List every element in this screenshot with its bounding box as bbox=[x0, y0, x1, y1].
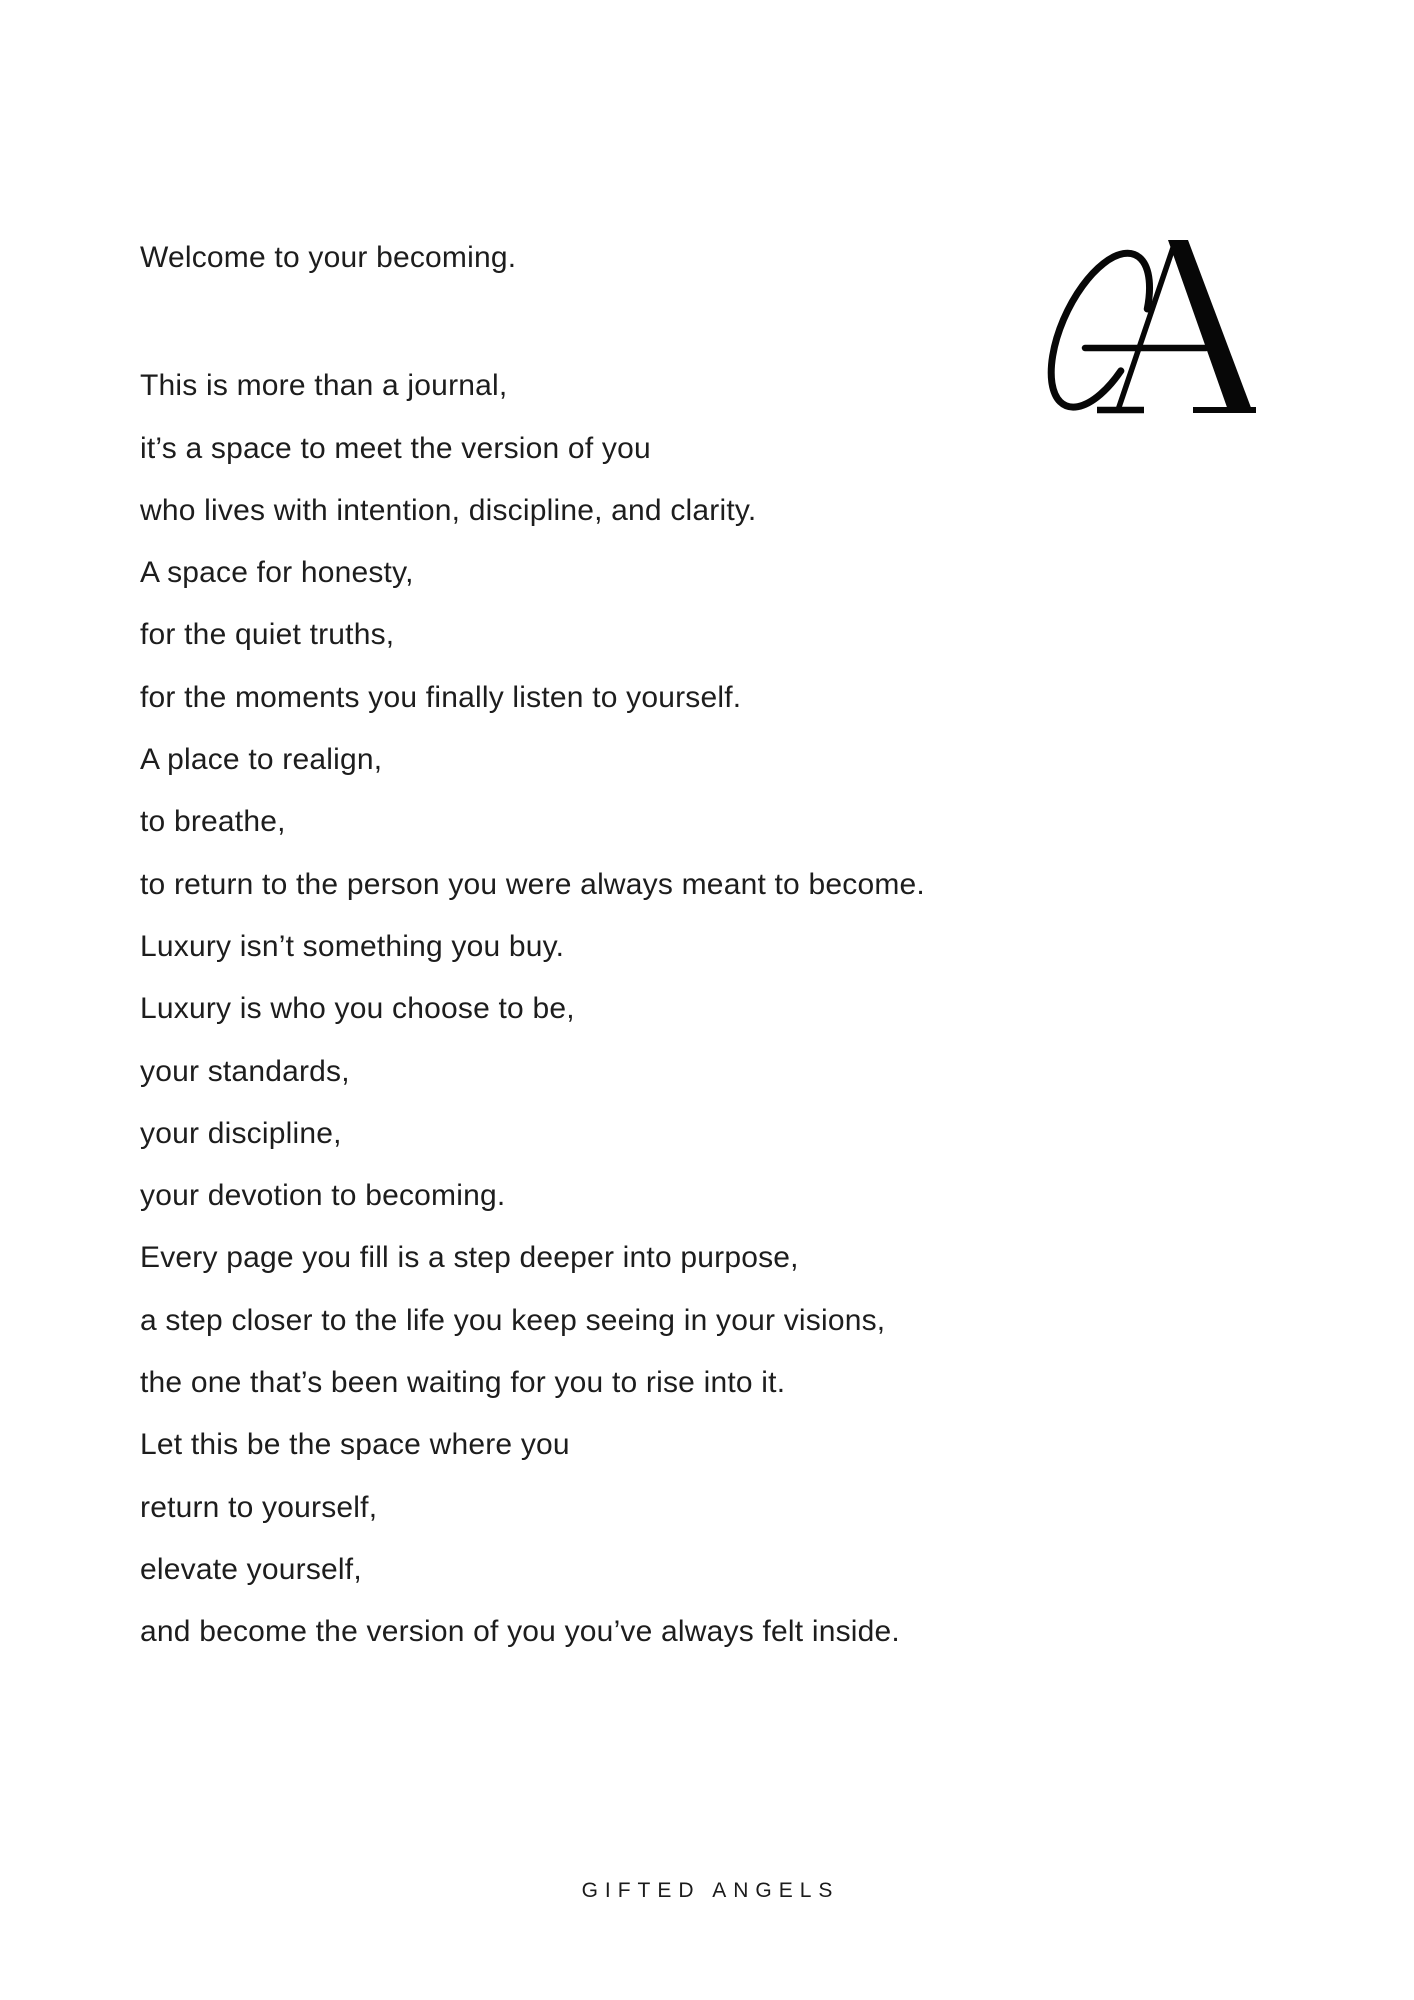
body-line: Every page you fill is a step deeper into purpose, bbox=[140, 1241, 799, 1275]
body-line: A place to realign, bbox=[140, 743, 383, 777]
body-line: This is more than a journal, bbox=[140, 369, 508, 403]
body-line: and become the version of you you’ve always felt inside. bbox=[140, 1615, 900, 1649]
logo-a-icon bbox=[1097, 240, 1256, 413]
body-line: Luxury isn’t something you buy. bbox=[140, 929, 565, 963]
body-line: a step closer to the life you keep seeing in your visions, bbox=[140, 1303, 886, 1337]
body-line: for the moments you finally listen to yourself. bbox=[140, 680, 742, 714]
body-line: it’s a space to meet the version of you bbox=[140, 431, 651, 465]
poem-text bbox=[140, 227, 925, 1664]
body-line: to breathe, bbox=[140, 805, 286, 839]
brand-footer: GIFTED ANGELS bbox=[581, 1879, 840, 1902]
body-line: elevate yourself, bbox=[140, 1552, 362, 1586]
body-line: Luxury is who you choose to be, bbox=[140, 992, 575, 1026]
body-line: A space for honesty, bbox=[140, 556, 414, 590]
title-gap bbox=[140, 289, 925, 355]
body-line: who lives with intention, discipline, and clarity. bbox=[140, 493, 757, 527]
ga-monogram-logo bbox=[1040, 230, 1260, 425]
body-line: your discipline, bbox=[140, 1116, 342, 1150]
body-line: the one that’s been waiting for you to rise into it. bbox=[140, 1366, 786, 1400]
body-line: your devotion to becoming. bbox=[140, 1179, 506, 1213]
body-line: to return to the person you were always meant to become. bbox=[140, 867, 925, 901]
body-line: return to yourself, bbox=[140, 1490, 378, 1524]
body-line: for the quiet truths, bbox=[140, 618, 395, 652]
welcome-line: Welcome to your becoming. bbox=[140, 241, 517, 274]
body-line: your standards, bbox=[140, 1054, 350, 1088]
body-line: Let this be the space where you bbox=[140, 1428, 570, 1462]
